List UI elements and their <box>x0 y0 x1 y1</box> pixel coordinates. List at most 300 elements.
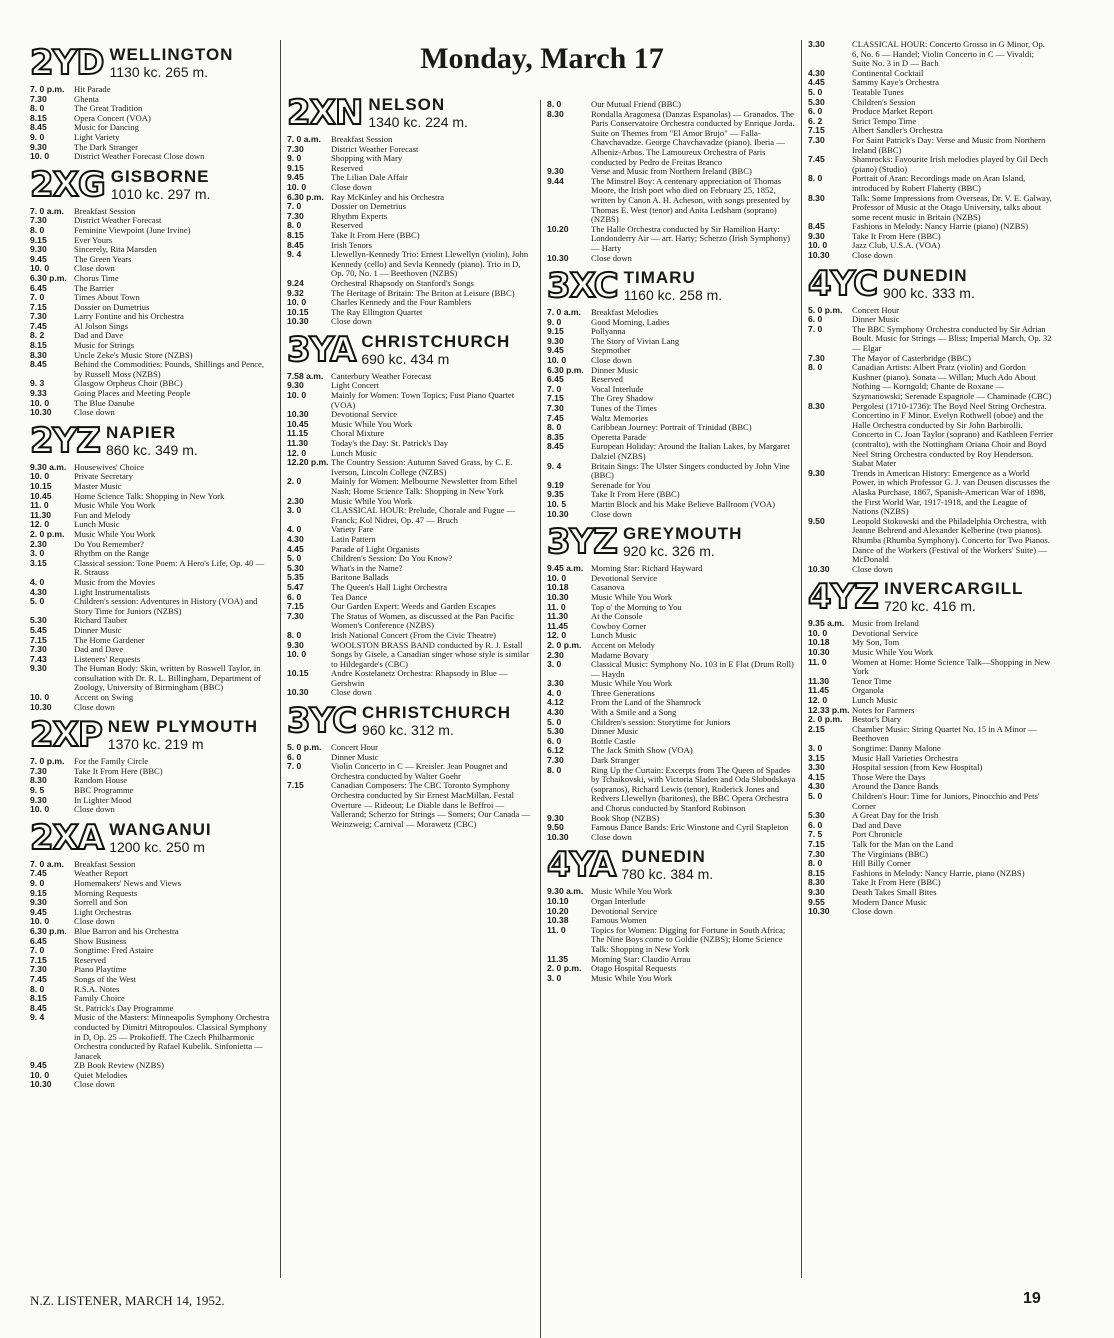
schedule-time: 2.30 <box>30 538 47 549</box>
schedule-time: 6.12 <box>547 745 564 756</box>
schedule-item <box>30 597 270 616</box>
schedule-time: 11.35 <box>547 953 569 964</box>
schedule-time: 11. 0 <box>547 924 566 935</box>
schedule-time: 7.30 <box>287 610 304 621</box>
schedule-item <box>30 860 270 870</box>
schedule-programme: Dinner Music <box>74 624 122 635</box>
schedule-item <box>30 616 270 626</box>
schedule-time: 5. 0 <box>287 553 302 564</box>
schedule-programme: Close down <box>591 355 632 366</box>
schedule-programme: Al Jolson Sings <box>74 320 128 331</box>
schedule-2xp <box>30 757 270 815</box>
schedule-programme: Music While You Work <box>591 886 673 897</box>
schedule-time: 7. 0 <box>808 323 823 334</box>
schedule-item <box>287 781 535 829</box>
schedule-programme: Rhythm on the Range <box>74 548 150 559</box>
schedule-programme: Otago Hospital Requests <box>591 963 677 974</box>
schedule-time: 9. 0 <box>547 316 562 327</box>
schedule-time: 3. 0 <box>30 548 45 559</box>
schedule-item <box>808 725 1053 744</box>
city: TIMARU <box>623 268 696 288</box>
schedule-programme: Quiet Melodies <box>74 1069 128 1080</box>
callsign: 4YA <box>547 845 616 886</box>
schedule-programme: Songs by Gisele, a Canadian singer whose style is similar to Hildegarde's (CBC) <box>331 649 530 669</box>
schedule-item <box>808 706 1053 716</box>
schedule-time: 3. 0 <box>808 743 823 753</box>
schedule-time: 10.30 <box>30 701 52 712</box>
schedule-item <box>287 308 535 318</box>
schedule-programme: Irish National Concert (From the Civic Theatre) <box>331 629 496 640</box>
schedule-time: 10.30 <box>287 409 309 420</box>
schedule-time: 7.30 <box>30 93 47 104</box>
schedule-item <box>808 78 1053 88</box>
schedule-time: 9.55 <box>808 896 825 907</box>
schedule-programme: Music from Ireland <box>852 618 919 629</box>
schedule-item <box>808 136 1053 155</box>
station-header-2yz <box>30 420 270 461</box>
schedule-time: 6.30 p.m. <box>30 272 67 283</box>
schedule-programme: The BBC Symphony Orchestra conducted by Sir Adrian Boult. Music for Strings — Bliss; Imperial March, Op. 32 — Elgar <box>852 323 1052 354</box>
station-header-3yz <box>547 522 797 563</box>
schedule-time: 3.30 <box>808 762 825 773</box>
schedule-item <box>30 879 270 889</box>
schedule-programme: Going Places and Meeting People <box>74 388 191 399</box>
schedule-programme: Dinner Music <box>591 726 639 737</box>
schedule-time: 7.30 <box>287 210 304 221</box>
schedule-time: 7.15 <box>30 634 47 645</box>
schedule-programme: Fashions in Melody: Nancy Harrie (piano) (NZBS) <box>852 221 1029 232</box>
schedule-time: 9.30 <box>547 166 564 177</box>
schedule-programme: Caribbean Journey: Portrait of Trinidad (BBC) <box>591 422 752 433</box>
schedule-time: 6. 0 <box>547 735 562 746</box>
schedule-item <box>30 463 270 473</box>
schedule-programme: The Dark Stranger <box>74 141 138 152</box>
schedule-programme: Famous Dance Bands: Eric Winstone and Cyril Stapleton <box>591 822 789 833</box>
schedule-programme: Mainly for Women: Melbourne Newsletter from Ethel Nash; Home Science Talk: Shopping in New York <box>331 476 518 496</box>
schedule-programme: Llewellyn-Kennedy Trio: Ernest Llewellyn (violin), John Kennedy (cello) and Sevla Kennedy (piano). Trio in D, Op. 70, No. 1 — Beethoven (NZBS) <box>331 249 529 279</box>
schedule-continued <box>547 100 797 263</box>
schedule-time: 9.30 <box>30 244 47 255</box>
city: NELSON <box>368 95 446 114</box>
schedule-time: 9.15 <box>30 887 47 898</box>
schedule-time: 11.15 <box>287 428 309 439</box>
schedule-time: 8.30 <box>547 108 564 119</box>
schedule-time: 3. 0 <box>287 505 302 516</box>
schedule-time: 11. 0 <box>808 656 827 667</box>
schedule-time: 9. 0 <box>30 131 45 142</box>
schedule-time: 5. 0 p.m. <box>808 304 843 315</box>
schedule-time: 10.38 <box>547 915 569 926</box>
schedule-item <box>808 155 1053 174</box>
schedule-time: 3.15 <box>808 752 825 763</box>
schedule-time: 5. 0 <box>808 86 823 97</box>
schedule-programme: Concert Hour <box>852 304 900 315</box>
schedule-time: 6.45 <box>30 282 47 293</box>
schedule-time: 4.45 <box>287 543 304 554</box>
schedule-programme: Hospital session (from Kew Hospital) <box>852 762 983 773</box>
schedule-programme: Serenade for You <box>591 479 651 490</box>
schedule-item <box>808 619 1053 629</box>
schedule-time: 9.45 a.m. <box>547 563 584 574</box>
schedule-time: 7. 0 p.m. <box>30 756 65 767</box>
schedule-programme: The Great Tradition <box>74 103 143 114</box>
schedule-programme: Trends in American History: Emergence as a World Power, in which Professor G. J. van Deusen discusses the Alaska Purchase, 1867, Spanish-American War of 1898, the First World War, 1917-1918, and the League of Nations (NZBS) <box>852 467 1050 517</box>
schedule-item <box>808 565 1053 575</box>
schedule-time: 9.15 <box>287 162 304 173</box>
schedule-item <box>30 255 270 265</box>
station-header-2xn <box>287 93 535 133</box>
schedule-time: 9.50 <box>547 822 564 833</box>
schedule-programme: Sincerely, Rita Marsden <box>74 244 157 255</box>
schedule-item <box>808 325 1053 354</box>
schedule-item <box>287 439 535 449</box>
schedule-item <box>287 554 535 564</box>
schedule-programme: Sammy Kaye's Orchestra <box>852 77 939 88</box>
schedule-item <box>30 95 270 105</box>
schedule-programme: Devotional Service <box>591 572 658 583</box>
schedule-item <box>808 40 1053 69</box>
schedule-item <box>808 686 1053 696</box>
station-header-3xc <box>547 266 797 307</box>
schedule-3yc <box>287 743 535 829</box>
schedule-item <box>30 767 270 777</box>
schedule-item <box>30 693 270 703</box>
schedule-programme: Piano Playtime <box>74 964 127 975</box>
schedule-time: 9.30 <box>30 897 47 908</box>
schedule-time: 11.45 <box>808 685 830 696</box>
schedule-programme: Larry Fontine and his Orchestra <box>74 311 184 322</box>
schedule-programme: Devotional Service <box>331 409 398 420</box>
schedule-time: 9.44 <box>547 175 564 186</box>
schedule-item <box>547 574 797 584</box>
schedule-time: 3.15 <box>30 557 47 568</box>
schedule-programme: Bestor's Diary <box>852 714 902 725</box>
schedule-programme: Lunch Music <box>852 695 898 706</box>
schedule-item <box>30 578 270 588</box>
schedule-item <box>30 1080 270 1090</box>
schedule-time: 10. 0 <box>547 572 567 583</box>
schedule-item <box>30 226 270 236</box>
schedule-time: 10.18 <box>547 582 569 593</box>
schedule-programme: Close down <box>852 250 893 261</box>
schedule-time: 8.35 <box>547 431 564 442</box>
schedule-programme: Lunch Music <box>331 447 377 458</box>
schedule-programme: Reserved <box>331 162 363 173</box>
schedule-time: 5.47 <box>287 581 304 592</box>
schedule-programme: Listeners' Requests <box>74 653 141 664</box>
schedule-programme: Ghenta <box>74 93 99 104</box>
schedule-time: 7. 0 a.m. <box>30 205 64 216</box>
schedule-programme: Tea Dance <box>331 591 368 602</box>
schedule-time: 12. 0 <box>547 630 567 641</box>
schedule-time: 12. 0 <box>287 447 307 458</box>
schedule-2xa <box>30 860 270 1090</box>
schedule-item <box>287 212 535 222</box>
schedule-time: 10.20 <box>547 905 569 916</box>
schedule-time: 6. 0 <box>808 819 823 830</box>
schedule-programme: Teatable Tunes <box>852 86 904 97</box>
schedule-programme: Songtime: Danny Malone <box>852 743 941 753</box>
schedule-item <box>30 540 270 550</box>
schedule-time: 10.30 <box>30 407 52 418</box>
schedule-programme: Music While You Work <box>74 528 156 539</box>
schedule-item <box>547 564 797 574</box>
schedule-time: 2. 0 p.m. <box>547 639 582 650</box>
city: DUNEDIN <box>621 847 706 867</box>
schedule-time: 8. 2 <box>30 330 45 341</box>
column-2 <box>287 90 535 829</box>
schedule-programme: Ray McKinley and his Orchestra <box>331 191 445 202</box>
schedule-item <box>30 664 270 693</box>
schedule-programme: Dossier on Demetrius <box>331 201 406 212</box>
schedule-time: 9.45 <box>287 172 304 183</box>
schedule-time: 9.30 <box>808 467 825 478</box>
schedule-programme: Lunch Music <box>591 630 637 641</box>
schedule-programme: Light Instrumentalists <box>74 586 150 597</box>
schedule-time: 8. 0 <box>547 764 562 775</box>
schedule-time: 5. 0 <box>808 790 823 801</box>
schedule-programme: Close down <box>74 263 115 274</box>
schedule-time: 7.15 <box>547 393 564 404</box>
schedule-item <box>547 631 797 641</box>
schedule-programme: Weather Report <box>74 868 128 879</box>
schedule-programme: Behind the Commodities: Pounds, Shillings and Pence, by Russell Moss (NZBS) <box>74 359 265 379</box>
schedule-item <box>808 251 1053 261</box>
column-1 <box>30 40 270 1090</box>
schedule-time: 4.30 <box>287 533 304 544</box>
schedule-time: 2.30 <box>547 649 564 660</box>
schedule-programme: Take It From Here (BBC) <box>331 229 420 240</box>
page-number: 19 <box>1023 1290 1041 1307</box>
schedule-time: 10. 0 <box>30 692 50 703</box>
schedule-item <box>547 442 797 461</box>
schedule-programme: Choral Mixture <box>331 428 385 439</box>
schedule-programme: Children's session: Storytime for Juniors <box>591 716 731 727</box>
schedule-programme: Children's Session <box>852 96 916 107</box>
schedule-time: 9. 0 <box>30 878 45 888</box>
schedule-time: 10. 0 <box>287 181 307 192</box>
schedule-programme: Family Choice <box>74 993 125 1004</box>
schedule-programme: The Virginians (BBC) <box>852 848 929 859</box>
schedule-time: 9.30 <box>808 230 825 241</box>
schedule-programme: Around the Dance Bands <box>852 781 939 792</box>
schedule-time: 3.30 <box>547 678 564 689</box>
schedule-time: 8. 0 <box>808 173 823 184</box>
frequency: 720 kc. 416 m. <box>883 598 976 615</box>
city: WELLINGTON <box>109 45 234 64</box>
frequency: 1130 kc. 265 m. <box>109 64 209 80</box>
schedule-time: 7.45 <box>547 412 564 423</box>
schedule-item <box>808 811 1053 821</box>
schedule-item <box>30 85 270 95</box>
schedule-time: 5.30 <box>808 810 825 821</box>
schedule-programme: Children's Hour: Time for Juniors, Pinocchio and Pets' Corner <box>852 790 1040 811</box>
schedule-programme: Top o' the Morning to You <box>591 601 682 612</box>
schedule-time: 10.30 <box>30 1079 52 1090</box>
schedule-item <box>547 423 797 433</box>
schedule-programme: Breakfast Session <box>74 205 136 216</box>
schedule-item <box>547 926 797 955</box>
schedule-3yz <box>547 564 797 842</box>
schedule-item <box>30 322 270 332</box>
schedule-item <box>808 888 1053 898</box>
schedule-item <box>287 669 535 688</box>
schedule-time: 12.20 p.m. <box>287 457 329 468</box>
schedule-programme: Dad and Dave <box>74 644 124 655</box>
schedule-time: 4. 0 <box>30 576 45 587</box>
schedule-item <box>547 337 797 347</box>
schedule-programme: Strict Tempo Time <box>852 115 917 126</box>
schedule-programme: European Holiday: Around the Italian Lakes, by Margaret Dalziel (NZBS) <box>591 441 790 461</box>
schedule-programme: Music for Dancing <box>74 122 139 133</box>
schedule-time: 5.30 <box>547 726 564 737</box>
schedule-time: 4.30 <box>808 67 825 78</box>
schedule-programme: Dad and Dave <box>852 819 902 830</box>
schedule-item <box>30 703 270 713</box>
schedule-programme: The Story of Vivian Lang <box>591 335 680 346</box>
schedule-programme: Chamber Music: String Quartet No. 15 in A Minor — Beethoven <box>852 723 1037 744</box>
schedule-time: 8. 0 <box>30 224 45 235</box>
schedule-item <box>547 318 797 328</box>
schedule-time: 7.30 <box>30 311 47 322</box>
schedule-time: 7.45 <box>808 154 825 165</box>
schedule-item <box>30 408 270 418</box>
schedule-item <box>808 517 1053 565</box>
schedule-programme: Dinner Music <box>591 364 639 375</box>
column-4 <box>808 40 1053 917</box>
schedule-time: 5.45 <box>30 624 47 635</box>
schedule-time: 9.30 <box>30 141 47 152</box>
schedule-item <box>30 399 270 409</box>
schedule-programme: Take It From Here (BBC) <box>852 230 941 241</box>
schedule-programme: Those Were the Days <box>852 771 926 782</box>
schedule-time: 2. 0 p.m. <box>30 528 65 539</box>
schedule-item <box>287 173 535 183</box>
schedule-programme: The Barrier <box>74 282 114 293</box>
schedule-item <box>30 946 270 956</box>
schedule-programme: Blue Barron and his Orchestra <box>74 925 179 936</box>
schedule-time: 10. 0 <box>30 804 50 815</box>
schedule-item <box>30 965 270 975</box>
schedule-time: 12. 0 <box>808 695 828 706</box>
schedule-programme: Close down <box>852 563 893 574</box>
callsign: 2XG <box>30 164 105 205</box>
schedule-programme: Reserved <box>74 954 106 965</box>
schedule-time: 10.30 <box>808 906 830 917</box>
schedule-time: 10.30 <box>287 687 309 698</box>
schedule-programme: Music While You Work <box>591 972 673 983</box>
schedule-programme: The Green Years <box>74 253 132 264</box>
schedule-item <box>547 766 797 814</box>
schedule-item <box>287 145 535 155</box>
schedule-programme: Music of the Masters: Minneapolis Symphony Orchestra conducted by Dimitri Mitropoulos. Classical Symphony in D, Op. 25 — Prokofieff. The Czech Philharmonic Orchestra conducted by Rafael Kubelik. Sinfonietta — Janacek <box>74 1012 270 1061</box>
station-header-3yc <box>287 701 535 742</box>
schedule-item <box>287 193 535 203</box>
schedule-time: 7.15 <box>808 838 825 849</box>
schedule-time: 2. 0 <box>287 476 302 487</box>
schedule-programme: Death Takes Small Bites <box>852 886 937 897</box>
schedule-time: 8.45 <box>808 221 825 232</box>
schedule-time: 4. 0 <box>547 687 562 698</box>
schedule-time: 6. 0 <box>808 314 823 325</box>
city: DUNEDIN <box>883 265 968 285</box>
schedule-programme: Women at Home: Home Science Talk—Shopping in New York <box>852 656 1051 677</box>
schedule-programme: A Great Day for the Irish <box>852 810 939 821</box>
schedule-programme: CLASSICAL HOUR: Prelude, Chorale and Fugue — Franck; Kol Nidrei, Op. 47 — Bruch <box>331 505 516 525</box>
schedule-time: 10.45 <box>287 418 309 429</box>
schedule-item <box>287 458 535 477</box>
schedule-item <box>808 306 1053 316</box>
schedule-time: 5.35 <box>287 572 304 583</box>
city: NEW PLYMOUTH <box>107 717 259 737</box>
schedule-time: 10.30 <box>808 647 830 658</box>
schedule-item <box>547 641 797 651</box>
schedule-programme: Music While You Work <box>74 500 156 511</box>
schedule-time: 5. 0 <box>547 716 562 727</box>
schedule-time: 8.15 <box>808 867 825 878</box>
station-header-2xp <box>30 715 270 756</box>
schedule-time: 12. 0 <box>30 519 50 530</box>
schedule-programme: The Ray Ellington Quartet <box>331 306 423 317</box>
schedule-time: 8.15 <box>30 993 47 1004</box>
schedule-programme: Concert Hour <box>331 742 379 753</box>
schedule-item <box>287 583 535 593</box>
schedule-programme: Close down <box>852 906 893 917</box>
schedule-programme: Breakfast Melodies <box>591 307 659 318</box>
schedule-item <box>547 177 797 225</box>
station-header-4ya <box>547 845 797 886</box>
page-date-heading: Monday, March 17 <box>420 42 664 75</box>
schedule-item <box>30 975 270 985</box>
schedule-programme: Opera Concert (VOA) <box>74 112 151 123</box>
schedule-2xg <box>30 207 270 418</box>
schedule-item <box>287 317 535 327</box>
schedule-time: 7.45 <box>30 973 47 984</box>
schedule-programme: Verse and Music from Northern Ireland (BBC) <box>591 166 752 177</box>
schedule-programme: The Human Body: Skin, written by Roswell Taylor, in consultation with Dr. R. L. Billingham, Department of Zoology, University of Birmingham (BBC) <box>74 663 261 693</box>
schedule-programme: Light Concert <box>331 380 379 391</box>
schedule-programme: Canadian Composers: The CBC Toronto Symphony Orchestra conducted by Sir Ernest MacMillan. Festal Overture — Rideout; Le Diable dans le Beffroi — Vallerand; Scherzo for Strings — Somers; Our Canada — Weinzweig; Carnival — Morawetz (CBC) <box>331 780 531 829</box>
schedule-time: 11.30 <box>287 438 309 449</box>
schedule-time: 7. 0 p.m. <box>30 84 65 94</box>
schedule-time: 7. 0 <box>547 383 562 394</box>
city: GISBORNE <box>110 166 210 186</box>
schedule-programme: Devotional Service <box>591 905 658 916</box>
schedule-item <box>808 241 1053 251</box>
schedule-4yz <box>808 619 1053 916</box>
schedule-programme: Housewives' Choice <box>74 461 145 472</box>
schedule-time: 2.15 <box>808 723 825 734</box>
schedule-programme: Notes for Farmers <box>852 704 915 715</box>
schedule-programme: Accent on Swing <box>74 692 134 703</box>
frequency: 1370 kc. 219 m <box>107 736 204 753</box>
schedule-programme: Music While You Work <box>852 647 934 658</box>
schedule-time: 2. 0 p.m. <box>808 714 843 725</box>
frequency: 960 kc. 312 m. <box>362 722 454 739</box>
schedule-programme: Talk for the Man on the Land <box>852 838 954 849</box>
schedule-programme: The Mayor of Casterbridge (BBC) <box>852 352 971 363</box>
schedule-programme: Jazz Club, U.S.A. (VOA) <box>852 240 941 251</box>
schedule-item <box>287 564 535 574</box>
schedule-item <box>30 927 270 937</box>
schedule-programme: Fun and Melody <box>74 509 131 520</box>
schedule-programme: Close down <box>331 316 372 327</box>
schedule-time: 7.15 <box>287 780 304 791</box>
schedule-programme: Close down <box>591 508 632 519</box>
schedule-programme: Morning Requests <box>74 887 138 898</box>
schedule-programme: Morning Star: Richard Hayward <box>591 563 703 574</box>
schedule-programme: Close down <box>74 916 115 927</box>
